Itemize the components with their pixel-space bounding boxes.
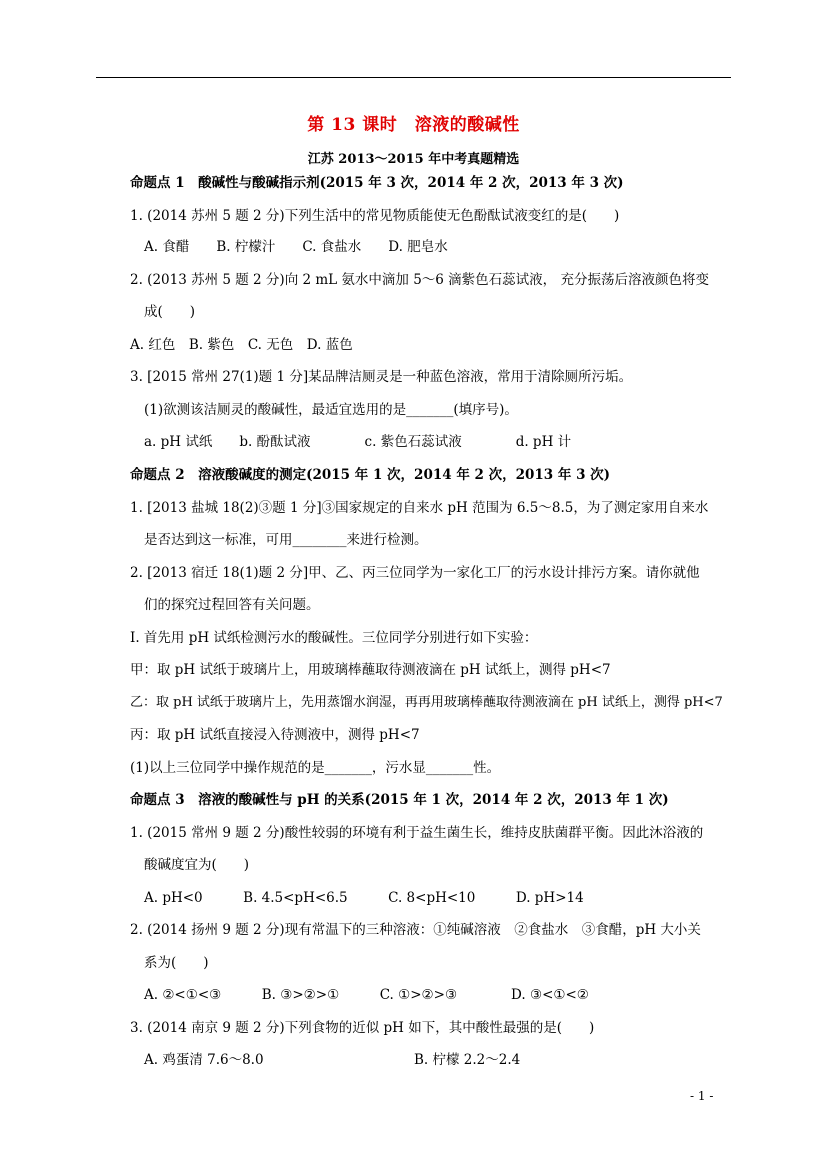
- question-line: 甲：取 pH 试纸于玻璃片上，用玻璃棒蘸取待测液滴在 pH 试纸上，测得 pH<7: [130, 662, 611, 678]
- options-line: A. 食醋 B. 柠檬汁 C. 食盐水 D. 肥皂水: [144, 239, 448, 255]
- question-line: 成( ): [144, 304, 196, 320]
- page-title: 第 13 课时 溶液的酸碱性: [307, 115, 520, 135]
- section-heading-3: 命题点 3 溶液的酸碱性与 pH 的关系(2015 年 1 次，2014 年 2 次，2013 年 1 次): [130, 792, 669, 808]
- question-line: 是否达到这一标准，可用________来进行检测。: [144, 532, 428, 548]
- page-subtitle: 江苏 2013～2015 年中考真题精选: [307, 152, 520, 167]
- question-line: 1. [2013 盐城 18(2)③题 1 分]③国家规定的自来水 pH 范围为 6.5～8.5，为了测定家用自来水: [130, 500, 709, 516]
- section-heading-1: 命题点 1 酸碱性与酸碱指示剂(2015 年 3 次，2014 年 2 次，2013 年 3 次): [130, 175, 624, 191]
- question-line: 丙：取 pH 试纸直接浸入待测液中，测得 pH<7: [130, 727, 420, 743]
- question-line: (1)欲测该洁厕灵的酸碱性，最适宜选用的是_______(填序号)。: [144, 402, 518, 418]
- question-line: 2. [2013 宿迁 18(1)题 2 分]甲、乙、丙三位同学为一家化工厂的污水设计排污方案。请你就他: [130, 565, 700, 581]
- question-line: Ⅰ. 首先用 pH 试纸检测污水的酸碱性。三位同学分别进行如下实验：: [130, 630, 538, 646]
- option-a: A. 鸡蛋清 7.6～8.0: [144, 1052, 264, 1068]
- question-line: 3. (2014 南京 9 题 2 分)下列食物的近似 pH 如下，其中酸性最强的是( ): [130, 1020, 595, 1036]
- options-line: a. pH 试纸 b. 酚酞试液 c. 紫色石蕊试液 d. pH 计: [144, 434, 572, 450]
- question-line: 1. (2015 常州 9 题 2 分)酸性较弱的环境有利于益生菌生长，维持皮肤菌群平衡。因此沐浴液的: [130, 825, 704, 841]
- options-line: A. 红色 B. 紫色 C. 无色 D. 蓝色: [130, 337, 353, 353]
- question-line: 乙：取 pH 试纸于玻璃片上，先用蒸馏水润湿，再再用玻璃棒蘸取待测液滴在 pH 试纸上，测得 pH<7: [130, 695, 723, 710]
- options-line: A. ②<①<③ B. ③>②>① C. ①>②>③ D. ③<①<②: [144, 987, 589, 1003]
- question-line: 系为( ): [144, 955, 209, 971]
- header-rule: [96, 77, 731, 78]
- page-number: - 1 -: [690, 1089, 714, 1103]
- question-line: 3. [2015 常州 27(1)题 1 分]某品牌洁厕灵是一种蓝色溶液，常用于清除厕所污垢。: [130, 369, 633, 385]
- question-line: (1)以上三位同学中操作规范的是_______，污水显_______性。: [130, 760, 501, 776]
- question-line: 2. (2013 苏州 5 题 2 分)向 2 mL 氨水中滴加 5～6 滴紫色石蕊试液， 充分振荡后溶液颜色将变: [130, 272, 709, 288]
- option-b: B. 柠檬 2.2～2.4: [414, 1052, 521, 1068]
- question-line: 2. (2014 扬州 9 题 2 分)现有常温下的三种溶液：①纯碱溶液 ②食盐水 ③食醋，pH 大小关: [130, 922, 701, 938]
- options-line: A. pH<0 B. 4.5<pH<6.5 C. 8<pH<10 D. pH>14: [144, 890, 584, 906]
- question-line: 酸碱度宜为( ): [144, 857, 250, 873]
- section-heading-2: 命题点 2 溶液酸碱度的测定(2015 年 1 次，2014 年 2 次，2013 年 3 次): [130, 467, 611, 483]
- question-line: 们的探究过程回答有关问题。: [144, 597, 320, 613]
- question-line: 1. (2014 苏州 5 题 2 分)下列生活中的常见物质能使无色酚酞试液变红的是( ): [130, 208, 620, 224]
